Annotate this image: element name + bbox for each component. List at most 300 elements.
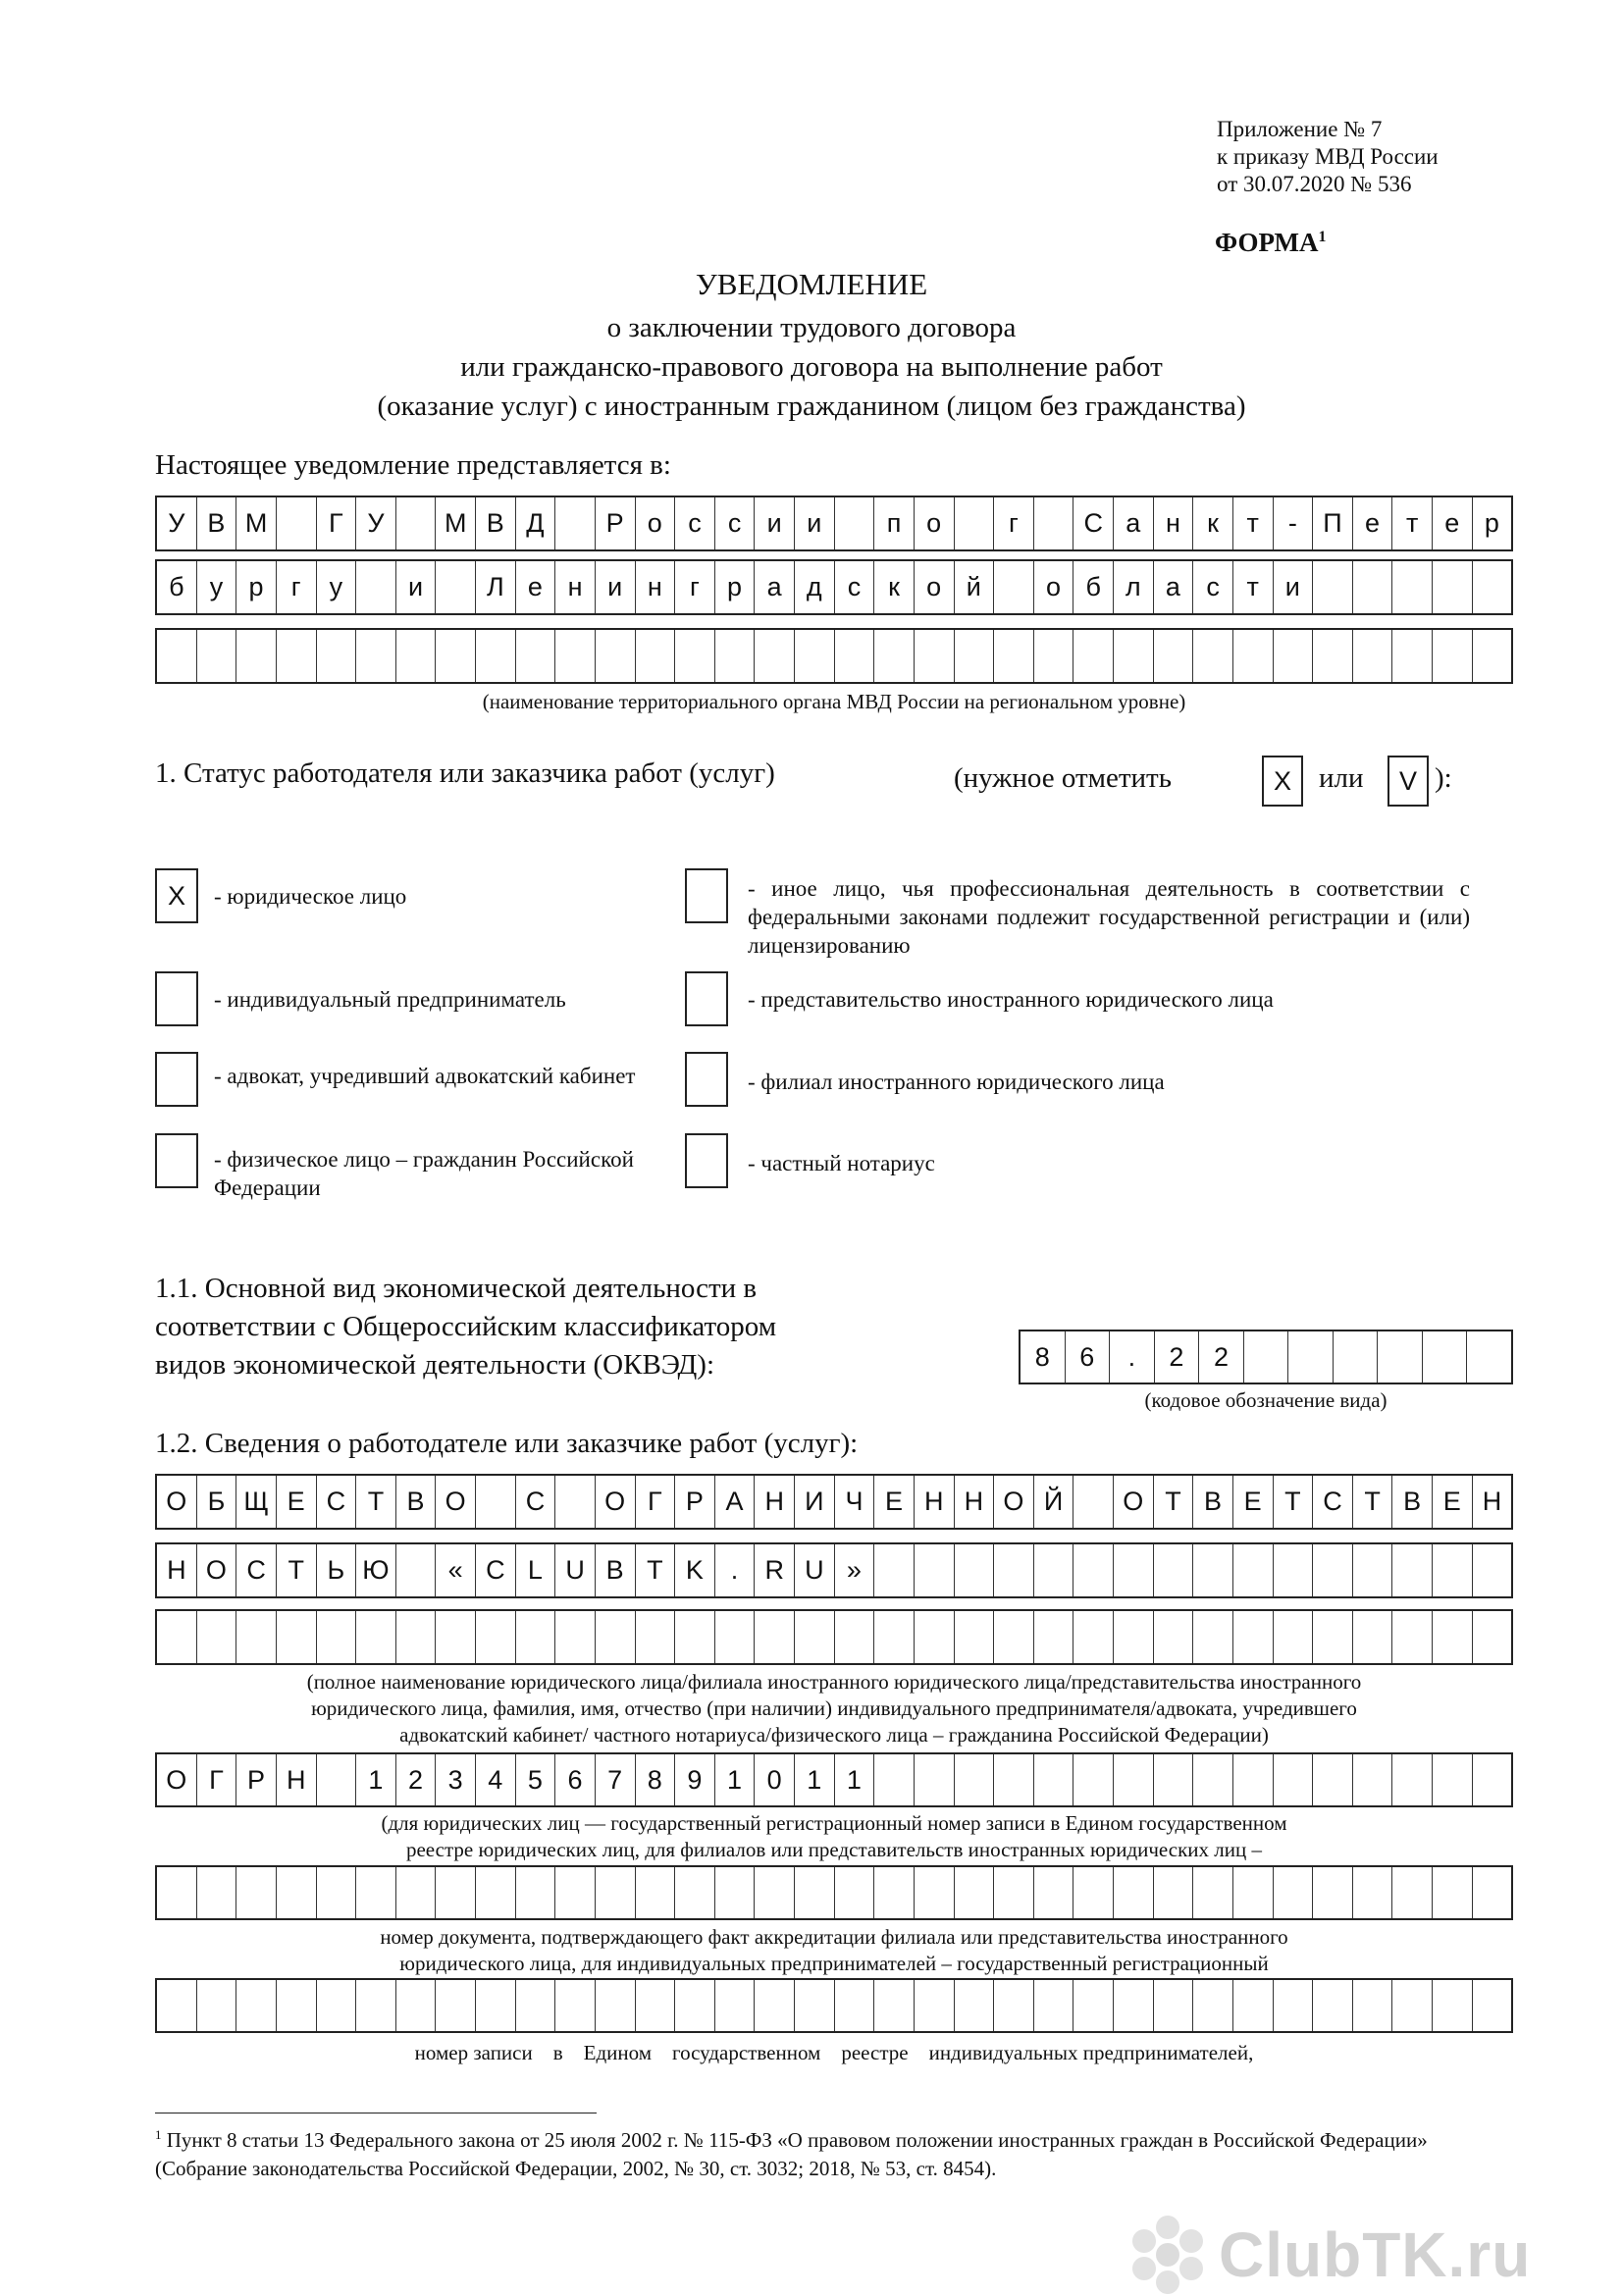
letter-cell[interactable] bbox=[555, 1476, 596, 1528]
letter-cell[interactable] bbox=[955, 1867, 995, 1918]
status-checkbox-branch[interactable] bbox=[685, 1052, 728, 1107]
letter-cell[interactable] bbox=[1334, 1331, 1379, 1383]
letter-cell[interactable]: е bbox=[1353, 497, 1393, 549]
letter-cell[interactable] bbox=[516, 1867, 556, 1918]
letter-cell[interactable]: Т bbox=[1353, 1476, 1393, 1528]
letter-cell[interactable] bbox=[317, 1611, 357, 1663]
letter-cell[interactable]: 4 bbox=[476, 1754, 516, 1805]
letter-cell[interactable] bbox=[436, 1867, 476, 1918]
letter-cell[interactable] bbox=[1073, 1611, 1114, 1663]
letter-cell[interactable] bbox=[356, 1980, 396, 2031]
letter-cell[interactable] bbox=[955, 1980, 995, 2031]
letter-cell[interactable] bbox=[1114, 630, 1154, 682]
letter-cell[interactable]: У bbox=[157, 497, 197, 549]
letter-cell[interactable]: Т bbox=[1154, 1476, 1194, 1528]
letter-cell[interactable] bbox=[277, 497, 317, 549]
letter-cell[interactable]: У bbox=[356, 497, 396, 549]
letter-cell[interactable]: е bbox=[1433, 497, 1473, 549]
letter-cell[interactable]: О bbox=[994, 1476, 1034, 1528]
letter-cell[interactable] bbox=[317, 630, 357, 682]
letter-cell[interactable] bbox=[675, 1867, 715, 1918]
letter-cell[interactable] bbox=[1114, 1980, 1154, 2031]
letter-cell[interactable] bbox=[636, 1867, 676, 1918]
letter-cell[interactable] bbox=[1392, 1611, 1433, 1663]
letter-cell[interactable] bbox=[1154, 1754, 1194, 1805]
letter-cell[interactable] bbox=[1392, 1754, 1433, 1805]
letter-cell[interactable]: Р bbox=[596, 497, 636, 549]
letter-cell[interactable]: L bbox=[516, 1544, 556, 1596]
letter-cell[interactable] bbox=[1233, 630, 1274, 682]
letter-cell[interactable] bbox=[1473, 1980, 1512, 2031]
letter-cell[interactable]: н bbox=[555, 561, 596, 613]
letter-cell[interactable] bbox=[396, 1980, 437, 2031]
letter-cell[interactable]: C bbox=[476, 1544, 516, 1596]
letter-cell[interactable] bbox=[1467, 1331, 1511, 1383]
letter-cell[interactable] bbox=[835, 1980, 875, 2031]
letter-cell[interactable] bbox=[1073, 630, 1114, 682]
letter-cell[interactable] bbox=[157, 1867, 197, 1918]
letter-cell[interactable]: Е bbox=[1433, 1476, 1473, 1528]
letter-cell[interactable] bbox=[715, 1980, 756, 2031]
letter-cell[interactable] bbox=[1114, 1611, 1154, 1663]
letter-cell[interactable]: 2 bbox=[1199, 1331, 1244, 1383]
letter-cell[interactable] bbox=[396, 1544, 437, 1596]
accreditation-number-field[interactable] bbox=[155, 1865, 1513, 1920]
letter-cell[interactable] bbox=[795, 1867, 835, 1918]
letter-cell[interactable] bbox=[1233, 1980, 1274, 2031]
letter-cell[interactable]: и bbox=[795, 497, 835, 549]
letter-cell[interactable]: п bbox=[874, 497, 915, 549]
letter-cell[interactable]: а bbox=[1114, 497, 1154, 549]
letter-cell[interactable]: 2 bbox=[396, 1754, 437, 1805]
letter-cell[interactable]: а bbox=[1154, 561, 1194, 613]
letter-cell[interactable]: Н bbox=[755, 1476, 795, 1528]
letter-cell[interactable]: 6 bbox=[1066, 1331, 1111, 1383]
letter-cell[interactable]: R bbox=[755, 1544, 795, 1596]
letter-cell[interactable] bbox=[1193, 1867, 1233, 1918]
letter-cell[interactable]: и bbox=[1274, 561, 1314, 613]
letter-cell[interactable]: В bbox=[1392, 1476, 1433, 1528]
letter-cell[interactable] bbox=[1313, 561, 1353, 613]
letter-cell[interactable]: б bbox=[157, 561, 197, 613]
letter-cell[interactable]: Р bbox=[236, 1754, 277, 1805]
letter-cell[interactable]: М bbox=[236, 497, 277, 549]
letter-cell[interactable]: Ь bbox=[317, 1544, 357, 1596]
letter-cell[interactable] bbox=[197, 1980, 237, 2031]
letter-cell[interactable] bbox=[1073, 1867, 1114, 1918]
letter-cell[interactable] bbox=[1274, 630, 1314, 682]
letter-cell[interactable] bbox=[994, 561, 1034, 613]
letter-cell[interactable] bbox=[1193, 1980, 1233, 2031]
letter-cell[interactable] bbox=[1473, 630, 1512, 682]
letter-cell[interactable]: 1 bbox=[835, 1754, 875, 1805]
egrip-number-field[interactable] bbox=[155, 1978, 1513, 2033]
letter-cell[interactable] bbox=[1392, 1867, 1433, 1918]
letter-cell[interactable] bbox=[277, 1611, 317, 1663]
letter-cell[interactable] bbox=[1313, 630, 1353, 682]
letter-cell[interactable]: 8 bbox=[636, 1754, 676, 1805]
letter-cell[interactable] bbox=[636, 1611, 676, 1663]
letter-cell[interactable] bbox=[675, 1611, 715, 1663]
letter-cell[interactable] bbox=[874, 1544, 915, 1596]
letter-cell[interactable] bbox=[197, 630, 237, 682]
letter-cell[interactable]: О bbox=[436, 1476, 476, 1528]
letter-cell[interactable]: Ю bbox=[356, 1544, 396, 1596]
letter-cell[interactable] bbox=[1353, 1544, 1393, 1596]
letter-cell[interactable] bbox=[715, 630, 756, 682]
letter-cell[interactable] bbox=[1433, 1867, 1473, 1918]
letter-cell[interactable]: 7 bbox=[596, 1754, 636, 1805]
letter-cell[interactable] bbox=[516, 630, 556, 682]
letter-cell[interactable]: 1 bbox=[715, 1754, 756, 1805]
letter-cell[interactable] bbox=[555, 630, 596, 682]
letter-cell[interactable] bbox=[795, 630, 835, 682]
letter-cell[interactable]: Н bbox=[915, 1476, 955, 1528]
letter-cell[interactable]: 1 bbox=[356, 1754, 396, 1805]
letter-cell[interactable] bbox=[157, 1611, 197, 1663]
letter-cell[interactable] bbox=[1433, 1754, 1473, 1805]
letter-cell[interactable]: Т bbox=[356, 1476, 396, 1528]
letter-cell[interactable] bbox=[1034, 1867, 1074, 1918]
letter-cell[interactable] bbox=[1193, 1544, 1233, 1596]
letter-cell[interactable] bbox=[317, 1754, 357, 1805]
letter-cell[interactable] bbox=[1274, 1611, 1314, 1663]
letter-cell[interactable] bbox=[356, 561, 396, 613]
letter-cell[interactable]: 1 bbox=[795, 1754, 835, 1805]
letter-cell[interactable]: Ч bbox=[835, 1476, 875, 1528]
letter-cell[interactable] bbox=[994, 1867, 1034, 1918]
letter-cell[interactable]: н bbox=[636, 561, 676, 613]
okved-code-field[interactable] bbox=[1019, 1330, 1513, 1384]
letter-cell[interactable] bbox=[1423, 1331, 1468, 1383]
letter-cell[interactable]: . bbox=[715, 1544, 756, 1596]
letter-cell[interactable]: М bbox=[436, 497, 476, 549]
letter-cell[interactable]: 3 bbox=[436, 1754, 476, 1805]
letter-cell[interactable] bbox=[277, 630, 317, 682]
letter-cell[interactable]: С bbox=[516, 1476, 556, 1528]
letter-cell[interactable] bbox=[1353, 1611, 1393, 1663]
ogrn-field[interactable] bbox=[155, 1752, 1513, 1807]
letter-cell[interactable]: U bbox=[555, 1544, 596, 1596]
letter-cell[interactable]: В bbox=[1193, 1476, 1233, 1528]
letter-cell[interactable] bbox=[835, 630, 875, 682]
letter-cell[interactable] bbox=[835, 1867, 875, 1918]
letter-cell[interactable]: Е bbox=[1233, 1476, 1274, 1528]
letter-cell[interactable]: р bbox=[236, 561, 277, 613]
letter-cell[interactable]: о bbox=[915, 497, 955, 549]
letter-cell[interactable] bbox=[1433, 1980, 1473, 2031]
letter-cell[interactable] bbox=[317, 1867, 357, 1918]
letter-cell[interactable]: н bbox=[1154, 497, 1194, 549]
letter-cell[interactable]: 6 bbox=[555, 1754, 596, 1805]
letter-cell[interactable]: т bbox=[1233, 497, 1274, 549]
status-checkbox-entrepreneur[interactable] bbox=[155, 971, 198, 1026]
letter-cell[interactable]: О bbox=[157, 1476, 197, 1528]
letter-cell[interactable] bbox=[317, 1980, 357, 2031]
letter-cell[interactable]: с bbox=[675, 497, 715, 549]
letter-cell[interactable] bbox=[755, 630, 795, 682]
status-checkbox-individual-citizen[interactable] bbox=[155, 1133, 198, 1188]
letter-cell[interactable]: T bbox=[636, 1544, 676, 1596]
letter-cell[interactable]: . bbox=[1110, 1331, 1155, 1383]
letter-cell[interactable] bbox=[396, 497, 437, 549]
letter-cell[interactable]: С bbox=[236, 1544, 277, 1596]
letter-cell[interactable]: с bbox=[1193, 561, 1233, 613]
letter-cell[interactable]: » bbox=[835, 1544, 875, 1596]
letter-cell[interactable]: г bbox=[994, 497, 1034, 549]
letter-cell[interactable]: р bbox=[715, 561, 756, 613]
letter-cell[interactable] bbox=[795, 1611, 835, 1663]
letter-cell[interactable] bbox=[1034, 630, 1074, 682]
letter-cell[interactable]: г bbox=[277, 561, 317, 613]
letter-cell[interactable] bbox=[1392, 630, 1433, 682]
letter-cell[interactable] bbox=[994, 1544, 1034, 1596]
letter-cell[interactable]: « bbox=[436, 1544, 476, 1596]
letter-cell[interactable]: Д bbox=[516, 497, 556, 549]
letter-cell[interactable]: Е bbox=[277, 1476, 317, 1528]
letter-cell[interactable] bbox=[236, 1867, 277, 1918]
letter-cell[interactable]: П bbox=[1313, 497, 1353, 549]
letter-cell[interactable] bbox=[1073, 1476, 1114, 1528]
letter-cell[interactable] bbox=[436, 1980, 476, 2031]
letter-cell[interactable] bbox=[436, 1611, 476, 1663]
letter-cell[interactable] bbox=[874, 1867, 915, 1918]
letter-cell[interactable] bbox=[1433, 630, 1473, 682]
letter-cell[interactable] bbox=[1473, 561, 1512, 613]
status-checkbox-notary[interactable] bbox=[685, 1133, 728, 1188]
letter-cell[interactable]: и bbox=[755, 497, 795, 549]
letter-cell[interactable]: А bbox=[715, 1476, 756, 1528]
letter-cell[interactable]: Г bbox=[197, 1754, 237, 1805]
letter-cell[interactable]: а bbox=[755, 561, 795, 613]
letter-cell[interactable] bbox=[915, 1867, 955, 1918]
letter-cell[interactable] bbox=[1313, 1544, 1353, 1596]
letter-cell[interactable] bbox=[955, 630, 995, 682]
letter-cell[interactable] bbox=[1034, 1754, 1074, 1805]
letter-cell[interactable] bbox=[1154, 1544, 1194, 1596]
letter-cell[interactable]: й bbox=[955, 561, 995, 613]
letter-cell[interactable]: у bbox=[197, 561, 237, 613]
letter-cell[interactable]: к bbox=[1193, 497, 1233, 549]
letter-cell[interactable] bbox=[476, 630, 516, 682]
letter-cell[interactable] bbox=[1114, 1544, 1154, 1596]
letter-cell[interactable] bbox=[994, 1611, 1034, 1663]
letter-cell[interactable]: 9 bbox=[675, 1754, 715, 1805]
letter-cell[interactable]: С bbox=[1073, 497, 1114, 549]
letter-cell[interactable] bbox=[1392, 1980, 1433, 2031]
letter-cell[interactable] bbox=[1274, 1754, 1314, 1805]
letter-cell[interactable] bbox=[436, 561, 476, 613]
letter-cell[interactable]: и bbox=[596, 561, 636, 613]
letter-cell[interactable]: т bbox=[1392, 497, 1433, 549]
letter-cell[interactable]: г bbox=[675, 561, 715, 613]
letter-cell[interactable]: Е bbox=[874, 1476, 915, 1528]
letter-cell[interactable] bbox=[1473, 1867, 1512, 1918]
letter-cell[interactable] bbox=[1154, 1611, 1194, 1663]
letter-cell[interactable] bbox=[596, 1980, 636, 2031]
letter-cell[interactable] bbox=[1353, 1754, 1393, 1805]
letter-cell[interactable]: 8 bbox=[1021, 1331, 1066, 1383]
letter-cell[interactable]: Т bbox=[277, 1544, 317, 1596]
letter-cell[interactable] bbox=[516, 1980, 556, 2031]
letter-cell[interactable]: б bbox=[1073, 561, 1114, 613]
letter-cell[interactable] bbox=[277, 1867, 317, 1918]
letter-cell[interactable]: д bbox=[795, 561, 835, 613]
letter-cell[interactable] bbox=[277, 1980, 317, 2031]
letter-cell[interactable]: 5 bbox=[516, 1754, 556, 1805]
letter-cell[interactable]: т bbox=[1233, 561, 1274, 613]
letter-cell[interactable]: л bbox=[1114, 561, 1154, 613]
status-checkbox-other-person[interactable] bbox=[685, 868, 728, 923]
letter-cell[interactable] bbox=[636, 630, 676, 682]
letter-cell[interactable]: Л bbox=[476, 561, 516, 613]
letter-cell[interactable] bbox=[1473, 1754, 1512, 1805]
letter-cell[interactable] bbox=[476, 1611, 516, 1663]
letter-cell[interactable]: K bbox=[675, 1544, 715, 1596]
letter-cell[interactable] bbox=[157, 1980, 197, 2031]
letter-cell[interactable]: Р bbox=[675, 1476, 715, 1528]
letter-cell[interactable] bbox=[795, 1980, 835, 2031]
letter-cell[interactable] bbox=[555, 1980, 596, 2031]
letter-cell[interactable] bbox=[476, 1476, 516, 1528]
letter-cell[interactable] bbox=[874, 1611, 915, 1663]
letter-cell[interactable] bbox=[516, 1611, 556, 1663]
employer-name-row-2[interactable] bbox=[155, 1542, 1513, 1598]
letter-cell[interactable] bbox=[157, 630, 197, 682]
letter-cell[interactable] bbox=[1233, 1611, 1274, 1663]
letter-cell[interactable] bbox=[1244, 1331, 1289, 1383]
letter-cell[interactable] bbox=[596, 630, 636, 682]
employer-name-row-3[interactable] bbox=[155, 1609, 1513, 1665]
letter-cell[interactable]: Н bbox=[277, 1754, 317, 1805]
letter-cell[interactable] bbox=[955, 1544, 995, 1596]
letter-cell[interactable]: Щ bbox=[236, 1476, 277, 1528]
letter-cell[interactable] bbox=[1313, 1611, 1353, 1663]
letter-cell[interactable] bbox=[1034, 1611, 1074, 1663]
recipient-row-1[interactable] bbox=[155, 496, 1513, 551]
letter-cell[interactable]: 0 bbox=[755, 1754, 795, 1805]
letter-cell[interactable] bbox=[1193, 1611, 1233, 1663]
letter-cell[interactable] bbox=[236, 1980, 277, 2031]
letter-cell[interactable] bbox=[476, 1867, 516, 1918]
letter-cell[interactable] bbox=[755, 1980, 795, 2031]
letter-cell[interactable] bbox=[1034, 1980, 1074, 2031]
letter-cell[interactable] bbox=[715, 1867, 756, 1918]
status-checkbox-lawyer[interactable] bbox=[155, 1052, 198, 1107]
letter-cell[interactable] bbox=[675, 1980, 715, 2031]
letter-cell[interactable] bbox=[994, 1980, 1034, 2031]
letter-cell[interactable] bbox=[555, 497, 596, 549]
letter-cell[interactable] bbox=[1473, 1611, 1512, 1663]
letter-cell[interactable] bbox=[955, 1611, 995, 1663]
letter-cell[interactable] bbox=[874, 630, 915, 682]
letter-cell[interactable] bbox=[436, 630, 476, 682]
letter-cell[interactable]: о bbox=[636, 497, 676, 549]
letter-cell[interactable] bbox=[1193, 630, 1233, 682]
letter-cell[interactable]: О bbox=[596, 1476, 636, 1528]
letter-cell[interactable] bbox=[636, 1980, 676, 2031]
letter-cell[interactable] bbox=[1233, 1754, 1274, 1805]
recipient-row-3[interactable] bbox=[155, 628, 1513, 684]
letter-cell[interactable] bbox=[915, 1754, 955, 1805]
letter-cell[interactable]: Й bbox=[1034, 1476, 1074, 1528]
letter-cell[interactable] bbox=[1378, 1331, 1423, 1383]
letter-cell[interactable]: с bbox=[835, 561, 875, 613]
letter-cell[interactable] bbox=[994, 1754, 1034, 1805]
letter-cell[interactable]: В bbox=[396, 1476, 437, 1528]
letter-cell[interactable] bbox=[1193, 1754, 1233, 1805]
letter-cell[interactable] bbox=[197, 1867, 237, 1918]
letter-cell[interactable] bbox=[1288, 1331, 1334, 1383]
letter-cell[interactable]: U bbox=[795, 1544, 835, 1596]
letter-cell[interactable] bbox=[955, 497, 995, 549]
letter-cell[interactable] bbox=[356, 1611, 396, 1663]
letter-cell[interactable] bbox=[1154, 1867, 1194, 1918]
letter-cell[interactable]: - bbox=[1274, 497, 1314, 549]
letter-cell[interactable] bbox=[1233, 1544, 1274, 1596]
letter-cell[interactable] bbox=[1353, 1867, 1393, 1918]
letter-cell[interactable] bbox=[396, 1867, 437, 1918]
letter-cell[interactable] bbox=[396, 1611, 437, 1663]
letter-cell[interactable] bbox=[835, 1611, 875, 1663]
letter-cell[interactable] bbox=[356, 630, 396, 682]
letter-cell[interactable] bbox=[1473, 1544, 1512, 1596]
letter-cell[interactable]: О bbox=[1114, 1476, 1154, 1528]
letter-cell[interactable] bbox=[1154, 630, 1194, 682]
letter-cell[interactable]: B bbox=[596, 1544, 636, 1596]
letter-cell[interactable] bbox=[994, 630, 1034, 682]
letter-cell[interactable] bbox=[555, 1611, 596, 1663]
letter-cell[interactable] bbox=[955, 1754, 995, 1805]
letter-cell[interactable] bbox=[236, 1611, 277, 1663]
letter-cell[interactable] bbox=[1433, 561, 1473, 613]
letter-cell[interactable] bbox=[1313, 1754, 1353, 1805]
letter-cell[interactable] bbox=[356, 1867, 396, 1918]
letter-cell[interactable] bbox=[1073, 1544, 1114, 1596]
letter-cell[interactable]: Г bbox=[317, 497, 357, 549]
letter-cell[interactable] bbox=[874, 1980, 915, 2031]
letter-cell[interactable] bbox=[1313, 1980, 1353, 2031]
letter-cell[interactable] bbox=[1233, 1867, 1274, 1918]
letter-cell[interactable] bbox=[476, 1980, 516, 2031]
letter-cell[interactable] bbox=[1433, 1611, 1473, 1663]
letter-cell[interactable] bbox=[197, 1611, 237, 1663]
letter-cell[interactable] bbox=[1274, 1544, 1314, 1596]
letter-cell[interactable] bbox=[1114, 1754, 1154, 1805]
letter-cell[interactable] bbox=[915, 1980, 955, 2031]
letter-cell[interactable] bbox=[915, 1544, 955, 1596]
letter-cell[interactable]: С bbox=[317, 1476, 357, 1528]
letter-cell[interactable] bbox=[1353, 630, 1393, 682]
letter-cell[interactable]: о bbox=[915, 561, 955, 613]
letter-cell[interactable] bbox=[1274, 1867, 1314, 1918]
letter-cell[interactable]: Г bbox=[636, 1476, 676, 1528]
employer-name-row-1[interactable] bbox=[155, 1474, 1513, 1530]
letter-cell[interactable] bbox=[915, 1611, 955, 1663]
letter-cell[interactable]: В bbox=[197, 497, 237, 549]
letter-cell[interactable] bbox=[1392, 1544, 1433, 1596]
letter-cell[interactable]: Н bbox=[157, 1544, 197, 1596]
letter-cell[interactable] bbox=[1034, 1544, 1074, 1596]
letter-cell[interactable]: С bbox=[1313, 1476, 1353, 1528]
letter-cell[interactable] bbox=[1274, 1980, 1314, 2031]
letter-cell[interactable] bbox=[1392, 561, 1433, 613]
letter-cell[interactable] bbox=[874, 1754, 915, 1805]
letter-cell[interactable] bbox=[1353, 1980, 1393, 2031]
letter-cell[interactable]: Н bbox=[955, 1476, 995, 1528]
letter-cell[interactable] bbox=[915, 630, 955, 682]
letter-cell[interactable] bbox=[1073, 1980, 1114, 2031]
